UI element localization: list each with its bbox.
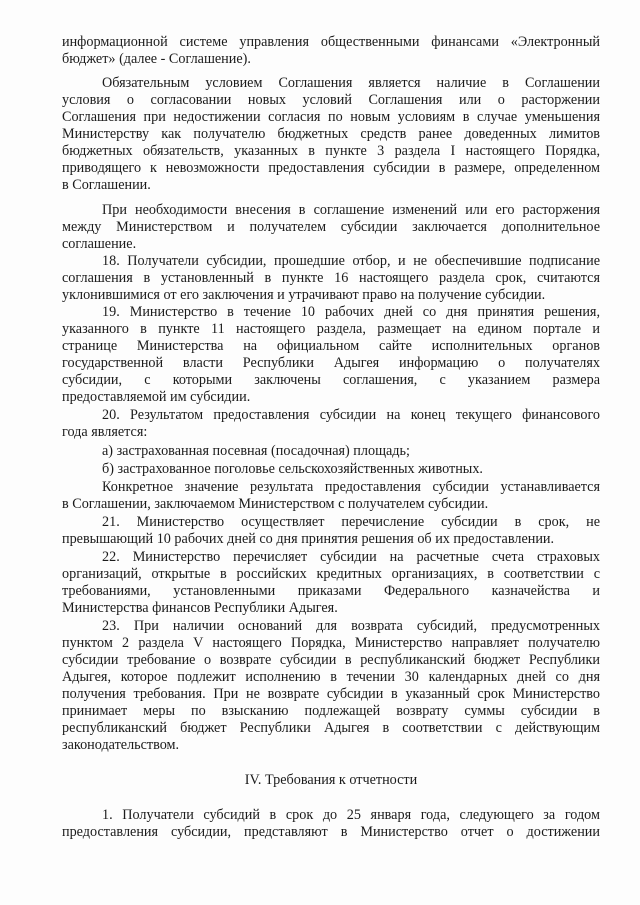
text-line: Соглашения при недостижении согласия по новым условиям в случае уменьшения [62, 109, 600, 125]
text-line: уклонившимися от его заключения и утрачивают право на получение субсидии. [62, 287, 546, 303]
text-line: государственной власти Республики Адыгея информацию о получателях [62, 355, 600, 371]
text-line: в Соглашении, заключаемом Министерством с получателем субсидии. [62, 496, 489, 512]
text-line: принимает меры по взысканию подлежащей возврату суммы субсидии в [62, 703, 600, 719]
text-line: странице Министерства на официальном сайте исполнительных органов [62, 338, 600, 354]
text-line: предоставления субсидии, представляют в Министерство отчет о достижении [62, 824, 600, 840]
text-line: превышающий 10 рабочих дней со дня принятия решения об их предоставлении. [62, 531, 555, 547]
text-line: Министерства финансов Республики Адыгея. [62, 600, 338, 616]
text-line: Конкретное значение результата предоставления субсидии устанавливается [102, 479, 600, 495]
text-line: 23. При наличии оснований для возврата субсидий, предусмотренных [102, 618, 600, 634]
text-line: организаций, открытые в российских кредитных организациях, в соответствии с [62, 566, 600, 582]
text-line: 1. Получатели субсидий в срок до 25 января года, следующего за годом [102, 807, 600, 823]
text-line: При необходимости внесения в соглашение изменений или его расторжения [102, 202, 600, 218]
text-line: 20. Результатом предоставления субсидии на конец текущего финансового [102, 407, 600, 423]
text-line: 18. Получатели субсидии, прошедшие отбор, и не обеспечившие подписание [102, 253, 600, 269]
text-line: соглашение. [62, 236, 137, 252]
text-line: Обязательным условием Соглашения является наличие в Соглашении [102, 75, 600, 91]
text-line: Министерству как получателю бюджетных средств ранее доведенных лимитов [62, 126, 600, 142]
text-line: 21. Министерство осуществляет перечисление субсидии в срок, не [102, 514, 600, 530]
text-line: субсидии, с которыми заключены соглашения, с указанием размера [62, 372, 600, 388]
text-line: получения требования. При не возврате субсидии в указанный срок Министерство [62, 686, 600, 702]
text-line: между Министерством и получателем субсидии заключается дополнительное [62, 219, 600, 235]
text-line: бюджетных обязательств, указанных в пункте 3 раздела I настоящего Порядка, [62, 143, 600, 159]
text-line: а) застрахованная посевная (посадочная) площадь; [102, 443, 410, 459]
text-line: 22. Министерство перечисляет субсидии на расчетные счета страховых [102, 549, 600, 565]
section-heading: IV. Требования к отчетности [244, 772, 418, 788]
text-line: республиканский бюджет Республики Адыгея в соответствии с действующим [62, 720, 600, 736]
text-line: законодательством. [62, 737, 180, 753]
text-line: 19. Министерство в течение 10 рабочих дней со дня принятия решения, [102, 304, 600, 320]
text-line: приводящего к невозможности предоставления субсидии в размере, определенном [62, 160, 600, 176]
text-line: требованиями, установленными приказами Федерального казначейства и [62, 583, 600, 599]
text-line: в Соглашении. [62, 177, 151, 193]
text-line: указанного в пункте 11 настоящего раздела, размещает на едином портале и [62, 321, 600, 337]
text-line: предоставляемой им субсидии. [62, 389, 251, 405]
text-line: соглашения в установленный в пункте 16 настоящего раздела срок, считаются [62, 270, 600, 286]
text-line: субсидии требование о возврате субсидии в республиканский бюджет Республики [62, 652, 600, 668]
text-line: пунктом 2 раздела V настоящего Порядка, Министерство направляет получателю [62, 635, 600, 651]
text-line: информационной системе управления общественными финансами «Электронный [62, 34, 600, 50]
text-line: бюджет» (далее - Соглашение). [62, 51, 251, 67]
text-line: б) застрахованное поголовье сельскохозяйственных животных. [102, 461, 483, 477]
text-line: Адыгея, которое подлежит исполнению в течении 30 календарных дней со дня [62, 669, 600, 685]
text-line: года является: [62, 424, 148, 440]
text-line: условия о согласовании новых условий Соглашения или о расторжении [62, 92, 600, 108]
